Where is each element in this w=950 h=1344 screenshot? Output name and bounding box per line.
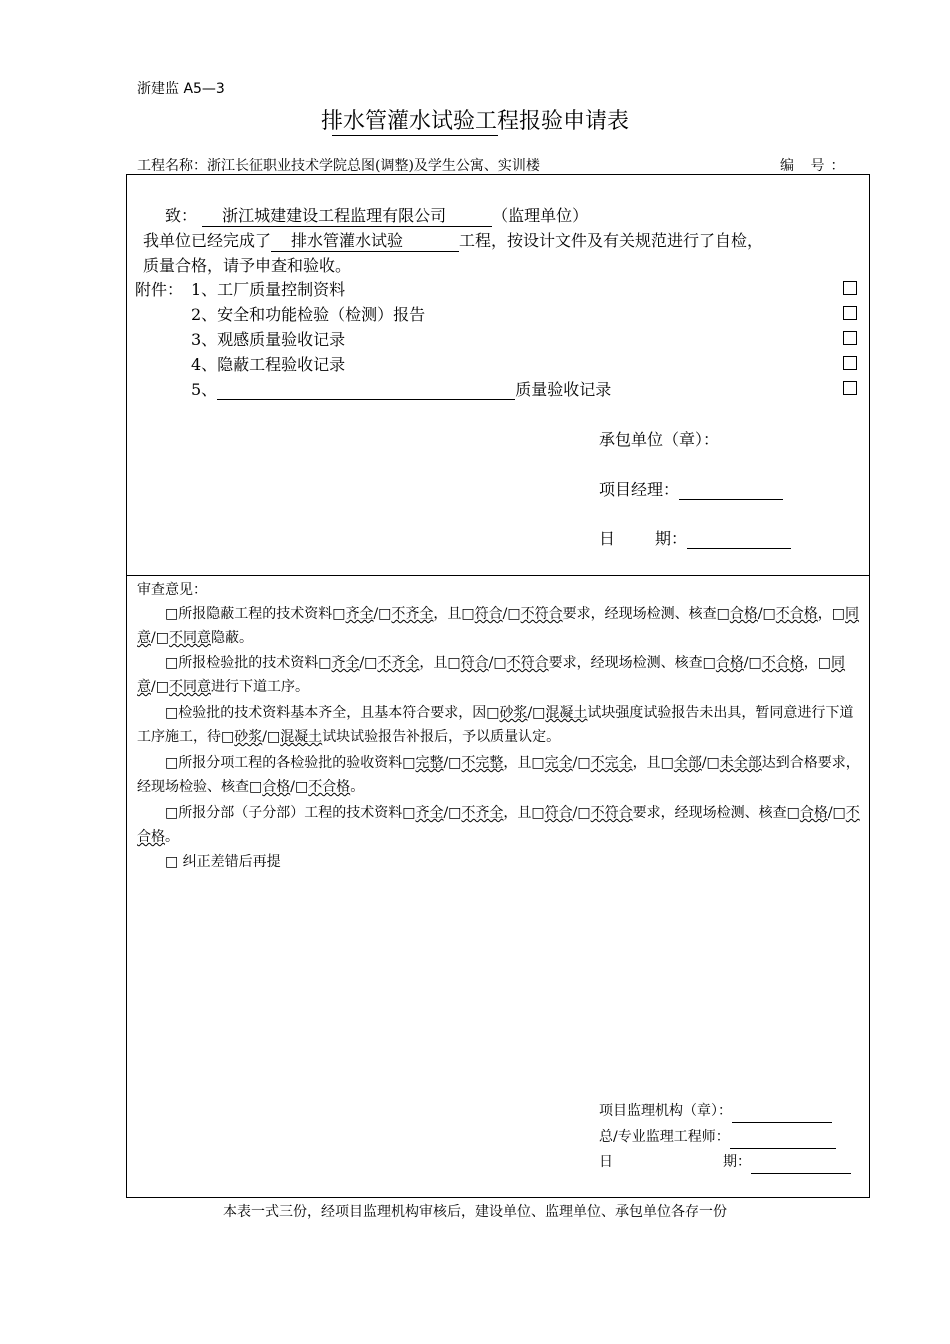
project-label: 工程名称： xyxy=(137,158,207,174)
attachment-2-checkbox[interactable] xyxy=(843,306,857,320)
review-label: 审查意见： xyxy=(137,582,207,598)
review-date-row xyxy=(599,1150,851,1174)
completion-line-2: 质量合格，请予申查和验收。 xyxy=(143,256,352,275)
section-divider xyxy=(127,575,869,576)
title-underline xyxy=(332,135,498,136)
review-option-correct-resubmit[interactable]: □ 纠正差错后再提 xyxy=(165,854,281,870)
date-label-end: 期： xyxy=(655,529,688,548)
project-manager-field[interactable] xyxy=(679,481,783,500)
attachment-item-4: 4、隐蔽工程验收记录 xyxy=(191,355,346,374)
engineer-row xyxy=(599,1125,836,1149)
addressee-line xyxy=(165,203,588,227)
engineer-field[interactable] xyxy=(730,1132,836,1149)
page-title: 排水管灌水试验工程报验申请表 xyxy=(320,109,629,134)
attachment-5-checkbox[interactable] xyxy=(843,381,857,395)
attachment-item-1: 1、工厂质量控制资料 xyxy=(191,280,346,299)
review-option-pending-report[interactable]: □检验批的技术资料基本齐全，且基本符合要求，因□砂浆/□混凝土试块强度试验报告未出具，暂同意进行下道工序施工，待□砂浆/□混凝土试块试验报告补报后，予以质量认定。 xyxy=(137,705,854,745)
form-box xyxy=(126,174,870,1198)
completion-prefix: 我单位已经完成了 xyxy=(143,231,272,250)
review-option-subitem[interactable]: □所报分项工程的各检验批的验收资料□完整/□不完整，且□完全/□不完全，且□全部/□未全部达到合格要求，经现场检验、核查□合格/□不合格。 xyxy=(137,755,860,795)
review-date-label-start: 日 xyxy=(599,1154,613,1170)
contractor-date-row xyxy=(599,526,791,549)
to-label: 致： xyxy=(165,206,198,225)
completion-suffix: 工程，按设计文件及有关规范进行了自检， xyxy=(459,231,764,250)
supervision-company-field[interactable] xyxy=(202,203,492,227)
date-label-start: 日 xyxy=(599,529,616,548)
number-label: 编 号： xyxy=(780,158,851,174)
contractor-seal-label: 承包单位（章）： xyxy=(599,430,720,449)
attachment-item-5 xyxy=(191,377,611,400)
attachment-label: 附件： xyxy=(135,280,184,299)
supervision-org-row xyxy=(599,1099,832,1123)
attachment-3-checkbox[interactable] xyxy=(843,331,857,345)
to-suffix: （监理单位） xyxy=(492,206,589,225)
form-code: 浙建监 A5—3 xyxy=(137,81,225,97)
review-date-label-end: 期： xyxy=(723,1154,751,1170)
review-option-inspection-lot[interactable]: □所报检验批的技术资料□齐全/□不齐全，且□符合/□不符合要求，经现场检测、核查□合格/□不合格，□同意/□不同意进行下道工序。 xyxy=(137,655,846,695)
attachment-5-number: 5、 xyxy=(191,380,218,399)
project-name-line xyxy=(137,155,540,175)
supervision-company: 浙江城建建设工程监理有限公司 xyxy=(222,206,447,225)
attachment-1-checkbox[interactable] xyxy=(843,281,857,295)
project-name: 浙江长征职业技术学院总图(调整)及学生公寓、实训楼 xyxy=(207,158,540,174)
work-name: 排水管灌水试验 xyxy=(291,231,404,250)
review-date-field[interactable] xyxy=(751,1157,851,1174)
work-name-field[interactable] xyxy=(271,228,459,252)
engineer-label: 总/专业监理工程师： xyxy=(599,1129,730,1145)
supervision-org-label: 项目监理机构（章）： xyxy=(599,1103,732,1119)
attachment-item-3: 3、观感质量验收记录 xyxy=(191,330,346,349)
project-manager-row xyxy=(599,477,783,500)
attachment-5-blank[interactable] xyxy=(217,381,515,400)
attachment-4-checkbox[interactable] xyxy=(843,356,857,370)
review-option-hidden-works[interactable]: □所报隐蔽工程的技术资料□齐全/□不齐全，且□符合/□不符合要求，经现场检测、核查□合格/□不合格，□同意/□不同意隐蔽。 xyxy=(137,606,860,646)
completion-line xyxy=(143,228,763,252)
attachment-item-2: 2、安全和功能检验（检测）报告 xyxy=(191,305,426,324)
contractor-date-field[interactable] xyxy=(687,530,791,549)
attachment-5-suffix: 质量验收记录 xyxy=(515,380,612,399)
project-manager-label: 项目经理： xyxy=(599,480,680,499)
supervision-org-field[interactable] xyxy=(732,1106,832,1123)
review-option-division[interactable]: □所报分部（子分部）工程的技术资料□齐全/□不齐全，且□符合/□不符合要求，经现场检测、核查□合格/□不合格。 xyxy=(137,805,860,845)
footer-note: 本表一式三份，经项目监理机构审核后，建设单位、监理单位、承包单位各存一份 xyxy=(223,1204,727,1220)
